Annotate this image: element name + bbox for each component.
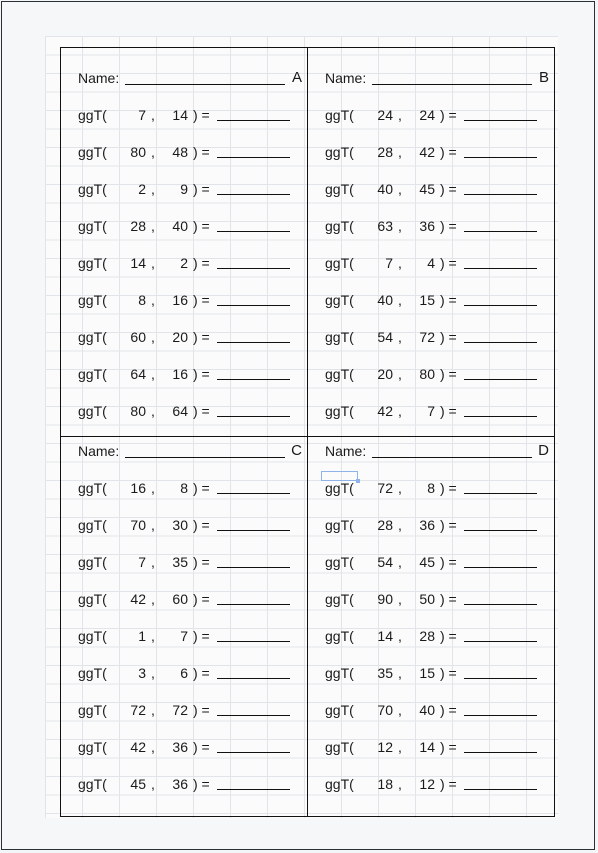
comma: , <box>151 218 155 234</box>
fill-handle[interactable] <box>356 479 360 483</box>
cell-selection[interactable] <box>321 471 358 481</box>
function-label: ggT( <box>325 702 354 718</box>
comma: , <box>398 403 402 419</box>
operand-b: 40 <box>172 218 188 234</box>
function-label: ggT( <box>78 628 107 644</box>
operand-a: 54 <box>377 329 393 345</box>
operand-b: 2 <box>180 255 188 271</box>
operand-b: 28 <box>419 628 435 644</box>
answer-line[interactable] <box>217 715 290 716</box>
name-line[interactable] <box>125 457 285 458</box>
comma: , <box>151 329 155 345</box>
function-label: ggT( <box>78 776 107 792</box>
function-label: ggT( <box>78 739 107 755</box>
operand-a: 40 <box>377 292 393 308</box>
operand-a: 54 <box>377 554 393 570</box>
operand-b: 36 <box>419 218 435 234</box>
equals-label: ) = <box>440 480 457 496</box>
equals-label: ) = <box>193 403 210 419</box>
operand-b: 42 <box>419 144 435 160</box>
quadrant-letter: A <box>291 69 302 86</box>
worksheet <box>60 47 555 817</box>
comma: , <box>398 144 402 160</box>
answer-line[interactable] <box>464 120 537 121</box>
answer-line[interactable] <box>217 120 290 121</box>
problem-row <box>325 218 540 234</box>
answer-line[interactable] <box>217 379 290 380</box>
answer-line[interactable] <box>217 342 290 343</box>
name-label: Name: <box>325 443 367 459</box>
operand-b: 64 <box>172 403 188 419</box>
operand-b: 14 <box>419 739 435 755</box>
problem-row <box>325 702 540 718</box>
equals-label: ) = <box>193 144 210 160</box>
problem-row <box>78 181 293 197</box>
operand-a: 72 <box>377 480 393 496</box>
answer-line[interactable] <box>464 493 537 494</box>
name-line[interactable] <box>125 84 285 85</box>
comma: , <box>151 591 155 607</box>
comma: , <box>398 628 402 644</box>
problem-row <box>325 517 540 533</box>
function-label: ggT( <box>325 107 354 123</box>
quadrant-letter: D <box>538 442 549 459</box>
comma: , <box>398 665 402 681</box>
comma: , <box>151 480 155 496</box>
problem-row <box>78 366 293 382</box>
name-row <box>78 443 302 459</box>
comma: , <box>151 292 155 308</box>
operand-a: 1 <box>138 628 146 644</box>
answer-line[interactable] <box>464 157 537 158</box>
function-label: ggT( <box>78 107 107 123</box>
equals-label: ) = <box>193 329 210 345</box>
problem-row <box>78 517 293 533</box>
operand-b: 72 <box>172 702 188 718</box>
problem-row <box>78 403 293 419</box>
answer-line[interactable] <box>464 715 537 716</box>
answer-line[interactable] <box>217 567 290 568</box>
function-label: ggT( <box>325 776 354 792</box>
operand-a: 18 <box>377 776 393 792</box>
function-label: ggT( <box>78 702 107 718</box>
operand-a: 80 <box>130 144 146 160</box>
answer-line[interactable] <box>217 678 290 679</box>
function-label: ggT( <box>78 292 107 308</box>
equals-label: ) = <box>440 329 457 345</box>
function-label: ggT( <box>78 181 107 197</box>
equals-label: ) = <box>440 554 457 570</box>
comma: , <box>398 329 402 345</box>
name-label: Name: <box>325 70 367 86</box>
function-label: ggT( <box>78 218 107 234</box>
function-label: ggT( <box>325 403 354 419</box>
problem-row <box>78 329 293 345</box>
comma: , <box>398 702 402 718</box>
operand-a: 16 <box>130 480 146 496</box>
operand-a: 8 <box>138 292 146 308</box>
function-label: ggT( <box>78 591 107 607</box>
function-label: ggT( <box>78 517 107 533</box>
equals-label: ) = <box>193 107 210 123</box>
operand-a: 24 <box>377 107 393 123</box>
operand-a: 70 <box>130 517 146 533</box>
problem-row <box>325 292 540 308</box>
operand-b: 6 <box>180 665 188 681</box>
comma: , <box>398 366 402 382</box>
equals-label: ) = <box>440 218 457 234</box>
answer-line[interactable] <box>464 678 537 679</box>
operand-a: 64 <box>130 366 146 382</box>
operand-b: 8 <box>180 480 188 496</box>
answer-line[interactable] <box>464 416 537 417</box>
operand-a: 28 <box>377 144 393 160</box>
comma: , <box>398 255 402 271</box>
operand-b: 15 <box>419 665 435 681</box>
quadrant-letter: C <box>291 442 302 459</box>
problem-row <box>325 628 540 644</box>
problem-row <box>78 292 293 308</box>
problem-row <box>78 776 293 792</box>
problem-row <box>78 480 293 496</box>
operand-a: 3 <box>138 665 146 681</box>
function-label: ggT( <box>78 554 107 570</box>
operand-a: 45 <box>130 776 146 792</box>
equals-label: ) = <box>440 739 457 755</box>
operand-b: 60 <box>172 591 188 607</box>
function-label: ggT( <box>325 329 354 345</box>
equals-label: ) = <box>440 403 457 419</box>
comma: , <box>398 218 402 234</box>
function-label: ggT( <box>325 144 354 160</box>
problem-row <box>325 554 540 570</box>
problem-row <box>325 181 540 197</box>
equals-label: ) = <box>440 366 457 382</box>
equals-label: ) = <box>440 255 457 271</box>
problem-row <box>325 403 540 419</box>
operand-a: 7 <box>138 554 146 570</box>
comma: , <box>151 144 155 160</box>
quadrant-b <box>308 48 555 437</box>
function-label: ggT( <box>78 480 107 496</box>
problem-row <box>78 628 293 644</box>
comma: , <box>151 702 155 718</box>
equals-label: ) = <box>193 665 210 681</box>
problem-row <box>78 739 293 755</box>
operand-a: 28 <box>130 218 146 234</box>
operand-a: 80 <box>130 403 146 419</box>
equals-label: ) = <box>193 517 210 533</box>
operand-b: 8 <box>427 480 435 496</box>
operand-b: 80 <box>419 366 435 382</box>
comma: , <box>398 739 402 755</box>
comma: , <box>151 403 155 419</box>
comma: , <box>398 591 402 607</box>
operand-b: 45 <box>419 181 435 197</box>
answer-line[interactable] <box>464 268 537 269</box>
equals-label: ) = <box>440 776 457 792</box>
operand-a: 40 <box>377 181 393 197</box>
problem-row <box>325 329 540 345</box>
answer-line[interactable] <box>217 530 290 531</box>
function-label: ggT( <box>78 329 107 345</box>
operand-b: 40 <box>419 702 435 718</box>
function-label: ggT( <box>325 292 354 308</box>
operand-b: 36 <box>172 739 188 755</box>
operand-b: 48 <box>172 144 188 160</box>
comma: , <box>398 181 402 197</box>
operand-a: 90 <box>377 591 393 607</box>
problem-row <box>325 739 540 755</box>
equals-label: ) = <box>440 292 457 308</box>
quadrant-a <box>61 48 308 437</box>
operand-a: 42 <box>130 739 146 755</box>
function-label: ggT( <box>325 739 354 755</box>
operand-a: 42 <box>377 403 393 419</box>
equals-label: ) = <box>193 292 210 308</box>
answer-line[interactable] <box>217 604 290 605</box>
answer-line[interactable] <box>464 530 537 531</box>
problem-row <box>325 255 540 271</box>
operand-b: 7 <box>180 628 188 644</box>
equals-label: ) = <box>193 366 210 382</box>
answer-line[interactable] <box>464 194 537 195</box>
operand-a: 12 <box>377 739 393 755</box>
answer-line[interactable] <box>464 641 537 642</box>
operand-a: 2 <box>138 181 146 197</box>
answer-line[interactable] <box>217 789 290 790</box>
operand-a: 60 <box>130 329 146 345</box>
problem-row <box>325 776 540 792</box>
problem-row <box>78 591 293 607</box>
function-label: ggT( <box>325 591 354 607</box>
problem-row <box>78 255 293 271</box>
problem-row <box>78 554 293 570</box>
comma: , <box>151 366 155 382</box>
equals-label: ) = <box>193 591 210 607</box>
quadrant-letter: B <box>538 69 549 86</box>
answer-line[interactable] <box>464 604 537 605</box>
answer-line[interactable] <box>464 342 537 343</box>
equals-label: ) = <box>440 702 457 718</box>
function-label: ggT( <box>325 255 354 271</box>
operand-b: 24 <box>419 107 435 123</box>
operand-b: 35 <box>172 554 188 570</box>
answer-line[interactable] <box>464 379 537 380</box>
equals-label: ) = <box>193 776 210 792</box>
answer-line[interactable] <box>217 157 290 158</box>
name-row <box>78 70 302 86</box>
equals-label: ) = <box>193 218 210 234</box>
function-label: ggT( <box>325 218 354 234</box>
function-label: ggT( <box>78 144 107 160</box>
comma: , <box>151 776 155 792</box>
comma: , <box>398 107 402 123</box>
operand-a: 28 <box>377 517 393 533</box>
comma: , <box>398 776 402 792</box>
operand-a: 70 <box>377 702 393 718</box>
quadrant-d <box>308 437 555 817</box>
operand-b: 20 <box>172 329 188 345</box>
problem-row <box>325 144 540 160</box>
equals-label: ) = <box>193 739 210 755</box>
operand-b: 12 <box>419 776 435 792</box>
equals-label: ) = <box>440 665 457 681</box>
name-line[interactable] <box>372 84 532 85</box>
answer-line[interactable] <box>217 641 290 642</box>
answer-line[interactable] <box>217 493 290 494</box>
comma: , <box>151 517 155 533</box>
problem-row <box>325 591 540 607</box>
answer-line[interactable] <box>217 268 290 269</box>
equals-label: ) = <box>193 255 210 271</box>
comma: , <box>151 628 155 644</box>
answer-line[interactable] <box>464 567 537 568</box>
answer-line[interactable] <box>464 789 537 790</box>
problem-row <box>325 107 540 123</box>
operand-a: 14 <box>377 628 393 644</box>
name-row <box>325 443 549 459</box>
comma: , <box>398 517 402 533</box>
operand-b: 14 <box>172 107 188 123</box>
name-label: Name: <box>78 70 120 86</box>
operand-a: 7 <box>385 255 393 271</box>
problem-row <box>78 218 293 234</box>
name-row <box>325 70 549 86</box>
operand-b: 16 <box>172 292 188 308</box>
comma: , <box>151 665 155 681</box>
function-label: ggT( <box>78 255 107 271</box>
comma: , <box>151 255 155 271</box>
operand-b: 30 <box>172 517 188 533</box>
operand-b: 72 <box>419 329 435 345</box>
equals-label: ) = <box>440 144 457 160</box>
operand-a: 35 <box>377 665 393 681</box>
answer-line[interactable] <box>217 194 290 195</box>
problem-row <box>78 702 293 718</box>
equals-label: ) = <box>193 181 210 197</box>
operand-a: 63 <box>377 218 393 234</box>
operand-b: 7 <box>427 403 435 419</box>
operand-b: 9 <box>180 181 188 197</box>
operand-b: 36 <box>172 776 188 792</box>
answer-line[interactable] <box>217 305 290 306</box>
function-label: ggT( <box>325 366 354 382</box>
function-label: ggT( <box>325 554 354 570</box>
function-label: ggT( <box>78 665 107 681</box>
comma: , <box>398 554 402 570</box>
equals-label: ) = <box>193 480 210 496</box>
equals-label: ) = <box>440 591 457 607</box>
function-label: ggT( <box>325 181 354 197</box>
answer-line[interactable] <box>217 231 290 232</box>
comma: , <box>398 480 402 496</box>
function-label: ggT( <box>325 628 354 644</box>
quadrant-c <box>61 437 308 817</box>
problem-row <box>325 665 540 681</box>
equals-label: ) = <box>193 628 210 644</box>
name-label: Name: <box>78 443 120 459</box>
comma: , <box>151 181 155 197</box>
problem-row <box>325 366 540 382</box>
equals-label: ) = <box>440 107 457 123</box>
function-label: ggT( <box>325 665 354 681</box>
equals-label: ) = <box>193 554 210 570</box>
problem-row <box>78 665 293 681</box>
operand-b: 4 <box>427 255 435 271</box>
equals-label: ) = <box>440 517 457 533</box>
answer-line[interactable] <box>464 231 537 232</box>
function-label: ggT( <box>325 517 354 533</box>
answer-line[interactable] <box>464 305 537 306</box>
comma: , <box>151 107 155 123</box>
operand-a: 14 <box>130 255 146 271</box>
function-label: ggT( <box>78 366 107 382</box>
operand-b: 36 <box>419 517 435 533</box>
operand-a: 42 <box>130 591 146 607</box>
answer-line[interactable] <box>464 752 537 753</box>
operand-b: 45 <box>419 554 435 570</box>
equals-label: ) = <box>440 181 457 197</box>
answer-line[interactable] <box>217 416 290 417</box>
comma: , <box>151 554 155 570</box>
function-label: ggT( <box>78 403 107 419</box>
problem-row <box>78 144 293 160</box>
answer-line[interactable] <box>217 752 290 753</box>
comma: , <box>151 739 155 755</box>
name-line[interactable] <box>372 457 532 458</box>
problem-row <box>78 107 293 123</box>
operand-a: 72 <box>130 702 146 718</box>
equals-label: ) = <box>440 628 457 644</box>
operand-b: 50 <box>419 591 435 607</box>
equals-label: ) = <box>193 702 210 718</box>
function-label: ggT( <box>325 480 354 496</box>
operand-b: 16 <box>172 366 188 382</box>
operand-b: 15 <box>419 292 435 308</box>
operand-a: 7 <box>138 107 146 123</box>
operand-a: 20 <box>377 366 393 382</box>
comma: , <box>398 292 402 308</box>
